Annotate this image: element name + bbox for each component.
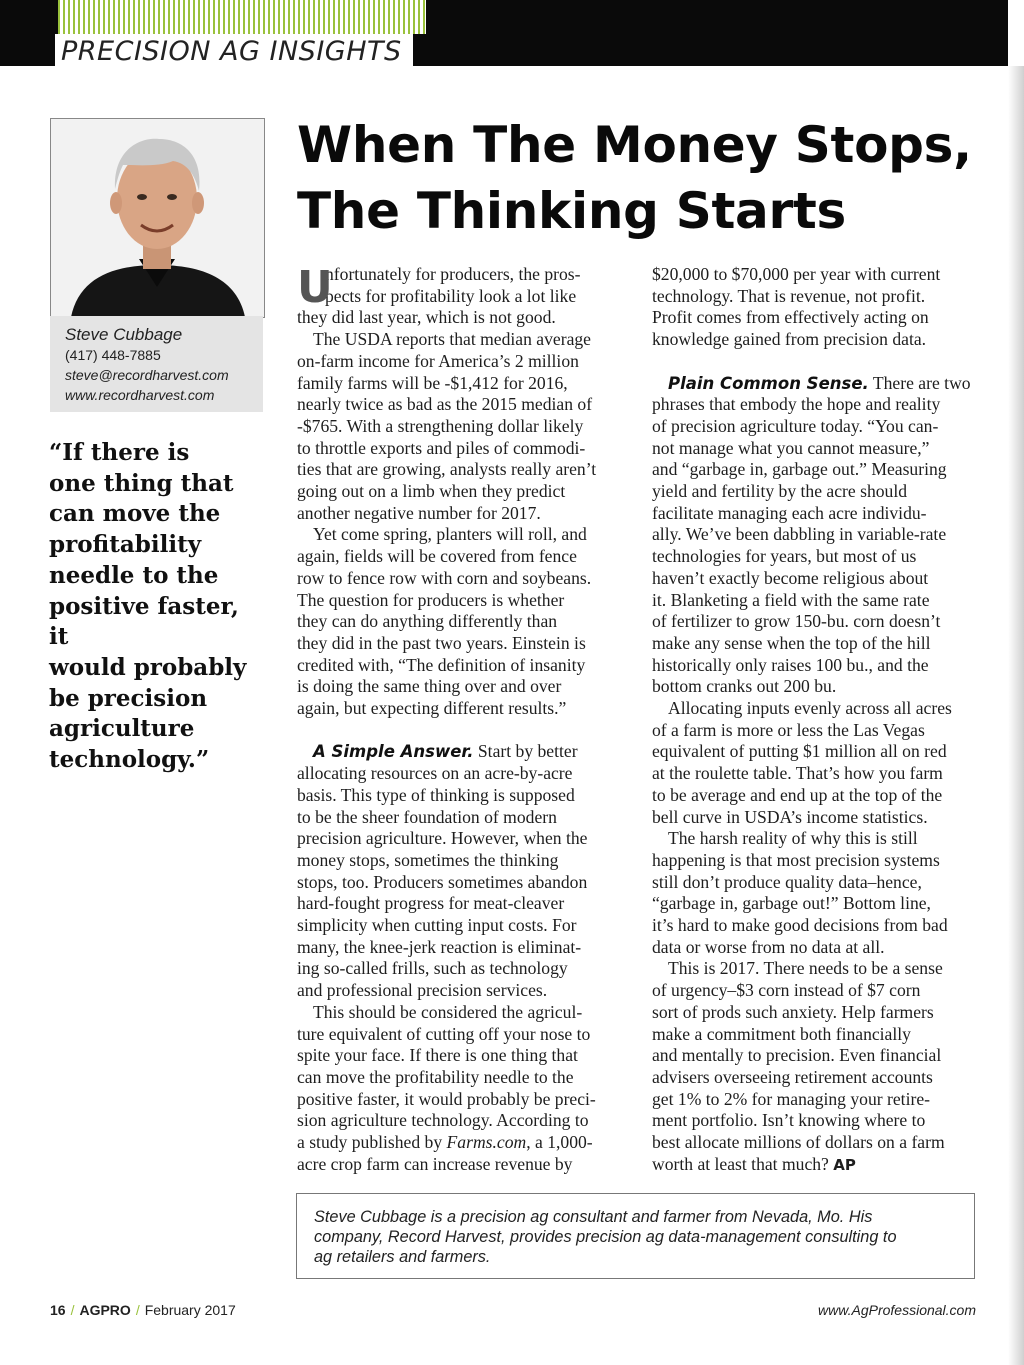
subhead-simple-answer: A Simple Answer. bbox=[313, 742, 474, 762]
text-line: The harsh reality of why this is still bbox=[668, 828, 918, 849]
text-line: ties that are growing, analysts really aren’t bbox=[297, 459, 597, 480]
text-line: get 1% to 2% for managing your retire- bbox=[652, 1088, 930, 1109]
title-line-2: The Thinking Starts bbox=[297, 182, 846, 240]
title-line-1: When The Money Stops, bbox=[297, 116, 972, 174]
text-line: ture equivalent of cutting off your nose to bbox=[297, 1023, 591, 1044]
bio-line: company, Record Harvest, provides precision ag data-management consulting to bbox=[314, 1228, 897, 1246]
footer-website[interactable]: www.AgProfessional.com bbox=[818, 1302, 976, 1318]
text-line: sort of prods such anxiety. Help farmers bbox=[652, 1001, 934, 1022]
text-line: data or worse from no data at all. bbox=[652, 936, 885, 957]
author-bio-box bbox=[296, 1193, 975, 1279]
text-line: nearly twice as bad as the 2015 median of bbox=[297, 394, 593, 415]
text-line: bottom cranks out 200 bu. bbox=[652, 676, 837, 697]
farms-com-reference: Farms.com bbox=[446, 1132, 527, 1153]
text-line: another negative number for 2017. bbox=[297, 502, 541, 523]
text-line: historically only raises 100 bu., and the bbox=[652, 654, 929, 675]
paragraph-gap bbox=[652, 351, 976, 373]
text-line: spite your face. If there is one thing that bbox=[297, 1045, 578, 1066]
text-line: family farms will be -$1,412 for 2016, bbox=[297, 372, 568, 393]
text-line: Allocating inputs evenly across all acres bbox=[668, 698, 952, 719]
text-line: can move the profitability needle to the bbox=[297, 1067, 574, 1087]
footer-separator: / bbox=[70, 1302, 75, 1318]
text-line: they did in the past two years. Einstein is bbox=[297, 632, 586, 653]
text-line bbox=[297, 1132, 619, 1154]
pull-quote-line: one thing that bbox=[49, 469, 234, 497]
end-mark: AP bbox=[833, 1155, 856, 1174]
text-line: again, but expecting different results.” bbox=[297, 698, 567, 719]
pull-quote-line: be precision bbox=[49, 684, 208, 712]
article-column-1 bbox=[297, 264, 619, 1176]
pull-quote-line: would probably bbox=[49, 653, 247, 681]
text-line: row to fence row with corn and soybeans. bbox=[297, 567, 592, 588]
text-line: of a farm is more or less the Las Vegas bbox=[652, 719, 925, 740]
text-line: make a commitment both financially bbox=[652, 1023, 911, 1044]
text-line: hard-fought progress for meat-cleaver bbox=[297, 893, 565, 914]
drop-cap: U bbox=[297, 262, 333, 313]
text-line: ally. We’ve been dabbling in variable-rate bbox=[652, 524, 947, 545]
text-line: to throttle exports and piles of commodi- bbox=[297, 437, 586, 458]
pull-quote-line: positive faster, it bbox=[49, 592, 239, 651]
text-line: The USDA reports that median average bbox=[313, 329, 591, 350]
text-line: of precision agriculture today. “You can- bbox=[652, 415, 939, 436]
section-title: PRECISION AG INSIGHTS bbox=[61, 36, 402, 67]
text-line bbox=[297, 741, 619, 763]
paragraph-gap bbox=[297, 720, 619, 742]
text-line: sion agriculture technology. According to bbox=[297, 1110, 589, 1131]
text-line: allocating resources on an acre-by-acre bbox=[297, 763, 573, 784]
author-website[interactable]: www.recordharvest.com bbox=[65, 387, 215, 403]
text-line: precision agriculture. However, when the bbox=[297, 828, 588, 849]
footer-separator: / bbox=[135, 1302, 140, 1318]
text-line: equivalent of putting $1 million all on red bbox=[652, 741, 947, 762]
article-title bbox=[297, 112, 997, 244]
pull-quote-line: technology.” bbox=[49, 746, 210, 774]
text-line: still don’t produce quality data–hence, bbox=[652, 871, 922, 892]
text-line: make any sense when the top of the hill bbox=[652, 632, 931, 653]
text-line: credited with, “The definition of insanity bbox=[297, 654, 586, 675]
text-line: and “garbage in, garbage out.” Measuring bbox=[652, 459, 947, 480]
text-line: ment portfolio. Isn’t knowing where to bbox=[652, 1110, 926, 1131]
text-line: and professional precision services. bbox=[297, 980, 548, 1001]
pull-quote-line: agriculture bbox=[49, 715, 195, 743]
text-line bbox=[652, 373, 976, 395]
text-fragment: Start by better bbox=[477, 741, 578, 762]
author-photo bbox=[50, 118, 265, 318]
text-line: technologies for years, but most of us bbox=[652, 546, 917, 567]
text-line: advisers overseeing retirement accounts bbox=[652, 1067, 933, 1087]
text-line: money stops, sometimes the thinking bbox=[297, 849, 559, 870]
text-line: is doing the same thing over and over bbox=[297, 676, 562, 697]
author-info-box bbox=[50, 316, 263, 412]
text-line: nfortunately for producers, the pros- bbox=[325, 264, 581, 284]
pull-quote-line: “If there is bbox=[49, 439, 190, 466]
author-name: Steve Cubbage bbox=[65, 325, 183, 344]
text-line: bell curve in USDA’s income statistics. bbox=[652, 806, 928, 827]
text-line: This should be considered the agricul- bbox=[313, 1001, 583, 1022]
text-line: Yet come spring, planters will roll, and bbox=[313, 524, 587, 545]
text-line: to be the sheer foundation of modern bbox=[297, 806, 557, 827]
text-line: pects for profitability look a lot like bbox=[325, 285, 577, 306]
text-line: $20,000 to $70,000 per year with current bbox=[652, 264, 941, 284]
text-line: they did last year, which is not good. bbox=[297, 307, 556, 328]
text-line: ing so-called frills, such as technology bbox=[297, 958, 568, 979]
section-label bbox=[55, 34, 413, 66]
text-fragment: There are two bbox=[872, 372, 971, 393]
bio-line: Steve Cubbage is a precision ag consultant and farmer from Nevada, Mo. His bbox=[314, 1208, 873, 1226]
page-edge-shadow bbox=[1008, 66, 1024, 1365]
pull-quote-line: needle to the bbox=[49, 561, 219, 589]
text-line: of urgency–$3 corn instead of $7 corn bbox=[652, 980, 921, 1001]
text-line: it. Blanketing a field with the same rate bbox=[652, 589, 930, 610]
pull-quote-line: can move the bbox=[49, 500, 221, 528]
text-fragment: worth at least that much? bbox=[652, 1153, 829, 1174]
magazine-name: AGPRO bbox=[79, 1302, 131, 1318]
text-line: positive faster, it would probably be preci- bbox=[297, 1088, 596, 1109]
page-footer-left bbox=[50, 1302, 236, 1318]
text-line: yield and fertility by the acre should bbox=[652, 481, 908, 502]
text-line: The question for producers is whether bbox=[297, 589, 565, 610]
text-line: and mentally to precision. Even financial bbox=[652, 1045, 942, 1066]
issue-date: February 2017 bbox=[144, 1302, 236, 1318]
text-line: happening is that most precision systems bbox=[652, 849, 940, 870]
pull-quote-line: profitability bbox=[49, 531, 202, 559]
bio-line: ag retailers and farmers. bbox=[314, 1248, 491, 1266]
text-line: technology. That is revenue, not profit. bbox=[652, 285, 926, 306]
text-fragment: a study published by bbox=[297, 1132, 447, 1153]
text-line bbox=[652, 1154, 976, 1177]
text-line: This is 2017. There needs to be a sense bbox=[668, 958, 943, 979]
subhead-plain-common-sense: Plain Common Sense. bbox=[668, 373, 869, 393]
text-line: many, the knee-jerk reaction is eliminat- bbox=[297, 936, 582, 957]
text-line: basis. This type of thinking is supposed bbox=[297, 784, 575, 805]
text-line: acre crop farm can increase revenue by bbox=[297, 1153, 573, 1174]
text-line: “garbage in, garbage out!” Bottom line, bbox=[652, 893, 931, 914]
decorative-stripes bbox=[58, 0, 426, 34]
text-line: knowledge gained from precision data. bbox=[652, 329, 927, 350]
text-line: on-farm income for America’s 2 million bbox=[297, 350, 579, 371]
text-line: it’s hard to make good decisions from bad bbox=[652, 915, 948, 936]
pull-quote bbox=[49, 438, 264, 776]
text-line: of fertilizer to grow 150-bu. corn doesn’t bbox=[652, 611, 941, 632]
article-column-2 bbox=[652, 264, 976, 1177]
text-line: not manage what you cannot measure,” bbox=[652, 437, 930, 458]
text-line: going out on a limb when they predict bbox=[297, 481, 566, 502]
text-line: at the roulette table. That’s how you farm bbox=[652, 763, 943, 784]
page-number: 16 bbox=[50, 1302, 66, 1318]
text-line: phrases that embody the hope and reality bbox=[652, 394, 941, 415]
text-line: they can do anything differently than bbox=[297, 611, 558, 632]
text-line: Profit comes from effectively acting on bbox=[652, 307, 929, 328]
text-line: stops, too. Producers sometimes abandon bbox=[297, 871, 588, 892]
text-fragment: , a 1,000- bbox=[526, 1132, 593, 1153]
author-email[interactable]: steve@recordharvest.com bbox=[65, 367, 229, 383]
author-portrait-image bbox=[51, 119, 264, 317]
text-line: to be average and end up at the top of the bbox=[652, 784, 943, 805]
text-line: simplicity when cutting input costs. For bbox=[297, 915, 577, 936]
text-line: -$765. With a strengthening dollar likely bbox=[297, 415, 584, 436]
text-line: best allocate millions of dollars on a farm bbox=[652, 1132, 945, 1153]
author-phone: (417) 448-7885 bbox=[65, 347, 161, 363]
text-line: facilitate managing each acre individu- bbox=[652, 502, 927, 523]
text-line: again, fields will be covered from fence bbox=[297, 546, 577, 567]
text-line: haven’t exactly become religious about bbox=[652, 567, 929, 588]
